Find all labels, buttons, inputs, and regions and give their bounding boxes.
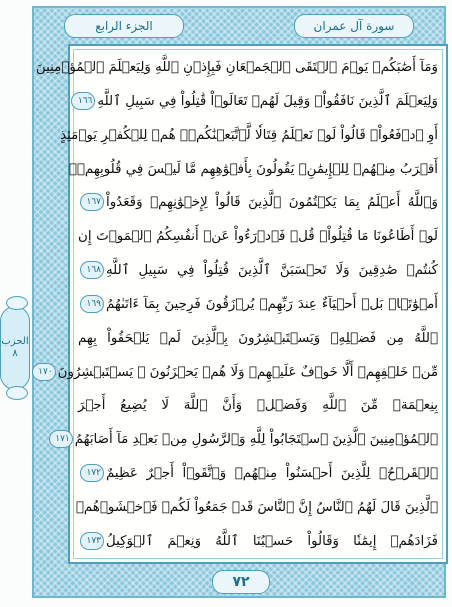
verse-text: ٱللَّهُ مِن فَضۡلِهِۦ وَيَسۡتَبۡشِرُونَ بِٱلَّذِينَ لَمۡ يَلۡحَقُواْ بِهِم bbox=[78, 330, 438, 346]
ayah-number-marker: ١٦٦ bbox=[71, 92, 95, 110]
verse-text: كُنتُمۡ صَٰدِقِينَ وَلَا تَحۡسَبَنَّ ٱلَّذِينَ قُتِلُواْ فِي سَبِيلِ ٱللَّهِ bbox=[106, 263, 438, 279]
verse-line bbox=[60, 120, 438, 152]
verse-line bbox=[75, 492, 438, 524]
verse-line bbox=[68, 154, 438, 186]
verse-text: ٱلَّذِينَ قَالَ لَهُمُ ٱلنَّاسُ إِنَّ ٱلنَّاسَ قَدۡ جَمَعُواْ لَكُمۡ فَٱخۡشَوۡهُمۡ bbox=[75, 499, 438, 515]
hizb-bottom-ornament-icon bbox=[6, 386, 28, 400]
ayah-number-marker: ١٦٧ bbox=[80, 193, 104, 211]
verse-text: فَزَادَهُمۡ إِيمَٰنٗا وَقَالُواْ حَسۡبُنَا ٱللَّهُ وَنِعۡمَ ٱلۡوَكِيلُ bbox=[106, 533, 438, 549]
hizb-label: الحزب bbox=[1, 336, 29, 347]
verse-line bbox=[78, 221, 438, 253]
hizb-marker bbox=[0, 306, 30, 390]
verse-line bbox=[78, 390, 438, 422]
verse-line bbox=[38, 357, 438, 389]
verse-line bbox=[78, 458, 438, 490]
verse-text: وَمَآ أَصَٰبَكُمۡ يَوۡمَ ٱلۡتَقَى ٱلۡجَمۡعَانِ فَبِإِذۡنِ ٱللَّهِ وَلِيَعۡلَمَ ٱلۡمُؤۡمِنِينَ bbox=[35, 60, 438, 75]
hizb-number: ٨ bbox=[12, 348, 18, 359]
verse-text: أَوِ ٱدۡفَعُواْۖ قَالُواْ لَوۡ نَعۡلَمُ قِتَالٗا لَّٱتَّبَعۡنَٰكُمۡۗ هُمۡ لِلۡكُفۡرِ يَوۡمَئِذٍ bbox=[60, 127, 438, 143]
verse-text: مِّنۡ خَلۡفِهِمۡ أَلَّا خَوۡفٌ عَلَيۡهِمۡ وَلَا هُمۡ يَحۡزَنُونَ ۞ يَسۡتَبۡشِرُونَ bbox=[57, 364, 438, 380]
hizb-top-ornament-icon bbox=[6, 296, 28, 310]
verse-line bbox=[78, 526, 438, 558]
verse-text: أَقۡرَبُ مِنۡهُمۡ لِلۡإِيمَٰنِۚ يَقُولُونَ بِأَفۡوَٰهِهِم مَّا لَيۡسَ فِي قُلُوبِهِمۡۚ bbox=[68, 161, 438, 177]
ayah-number-marker: ١٧١ bbox=[49, 430, 73, 448]
verse-text: بِنِعۡمَةٖ مِّنَ ٱللَّهِ وَفَضۡلٖ وَأَنَّ ٱللَّهَ لَا يُضِيعُ أَجۡرَ bbox=[78, 398, 438, 414]
page-number: ٧٢ bbox=[212, 570, 270, 594]
verse-lines bbox=[35, 52, 438, 558]
verse-line bbox=[78, 323, 438, 355]
verse-line bbox=[78, 255, 438, 287]
verse-text: ٱلۡقَرۡحُۚ لِلَّذِينَ أَحۡسَنُواْ مِنۡهُمۡ وَٱتَّقَوۡاْ أَجۡرٌ عَظِيمٌ bbox=[106, 466, 438, 482]
verse-text: لَوۡ أَطَاعُونَا مَا قُتِلُواْۗ قُلۡ فَٱدۡرَءُواْ عَنۡ أَنفُسِكُمُ ٱلۡمَوۡتَ إِن bbox=[78, 229, 438, 245]
juz-title: الجزء الرابع bbox=[64, 14, 184, 38]
ayah-number-marker: ١٧٠ bbox=[32, 363, 56, 381]
ayah-number-marker: ١٦٩ bbox=[80, 295, 104, 313]
surah-title: سورة آل عمران bbox=[294, 14, 414, 38]
verse-line bbox=[78, 86, 438, 118]
ayah-number-marker: ١٦٨ bbox=[80, 261, 104, 279]
page-frame bbox=[32, 6, 446, 598]
verse-line bbox=[78, 289, 438, 321]
verse-text: وَٱللَّهُ أَعۡلَمُ بِمَا يَكۡتُمُونَ ٱلَّذِينَ قَالُواْ لِإِخۡوَٰنِهِمۡ وَقَعَدُواْ bbox=[106, 195, 438, 211]
verse-line bbox=[55, 424, 438, 456]
verse-line bbox=[35, 52, 438, 84]
ayah-number-marker: ١٧٢ bbox=[80, 464, 104, 482]
verse-line bbox=[78, 187, 438, 219]
ayah-number-marker: ١٧٣ bbox=[80, 532, 104, 550]
text-area bbox=[35, 44, 448, 564]
verse-text: ٱلۡمُؤۡمِنِينَ ٱلَّذِينَ ٱسۡتَجَابُواْ لِلَّهِ وَٱلرَّسُولِ مِنۢ بَعۡدِ مَآ أَصَابَهُمُ bbox=[74, 432, 438, 448]
verse-text: أَمۡوَٰتَۢاۚ بَلۡ أَحۡيَآءٌ عِندَ رَبِّهِمۡ يُرۡزَقُونَ فَرِحِينَ بِمَآ ءَاتَىٰهُمُ bbox=[106, 296, 438, 312]
verse-text: وَلِيَعۡلَمَ ٱلَّذِينَ نَافَقُواْۚ وَقِيلَ لَهُمۡ تَعَالَوۡاْ قَٰتِلُواْ فِي سَبِيلِ ٱللَّهِ bbox=[97, 93, 438, 109]
